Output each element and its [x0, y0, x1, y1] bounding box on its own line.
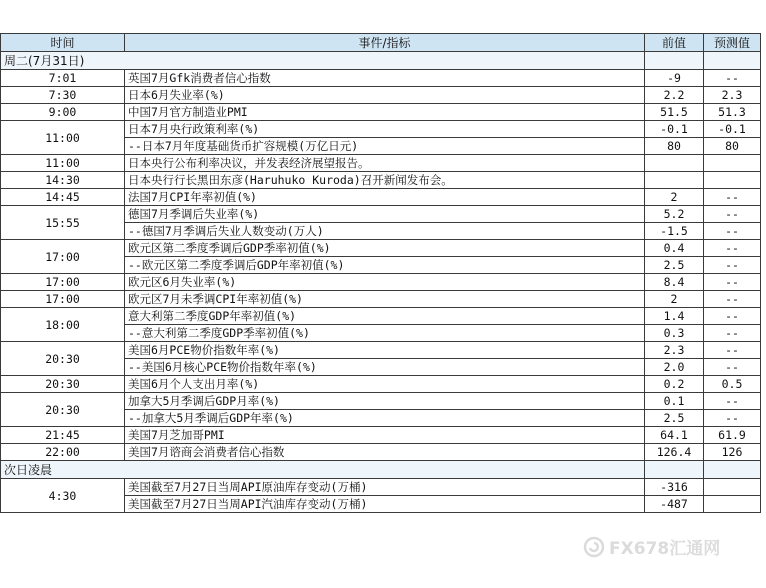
table-row	[1, 206, 761, 223]
event-name: 法国7月CPI年率初值(%)	[125, 189, 645, 206]
event-time: 7:30	[1, 87, 125, 104]
event-time: 20:30	[1, 393, 125, 427]
previous-value: 80	[645, 138, 704, 155]
previous-value: -9	[645, 70, 704, 87]
day-empty-cell	[704, 52, 761, 70]
event-name: 德国7月季调后失业率(%)	[125, 206, 645, 223]
previous-value: 2	[645, 291, 704, 308]
header-forecast: 预测值	[704, 34, 761, 52]
previous-value: 2.2	[645, 87, 704, 104]
economic-calendar-table	[0, 33, 761, 513]
event-name: 美国7月谘商会消费者信心指数	[125, 444, 645, 461]
table-row	[1, 342, 761, 359]
previous-value	[645, 172, 704, 189]
table-row	[1, 427, 761, 444]
table-row	[1, 274, 761, 291]
previous-value: 126.4	[645, 444, 704, 461]
header-previous: 前值	[645, 34, 704, 52]
event-time: 17:00	[1, 291, 125, 308]
forecast-value: --	[704, 359, 761, 376]
forecast-value: --	[704, 342, 761, 359]
previous-value: 2.3	[645, 342, 704, 359]
forecast-value: 61.9	[704, 427, 761, 444]
event-time: 14:45	[1, 189, 125, 206]
table-row	[1, 479, 761, 496]
event-time: 17:00	[1, 240, 125, 274]
event-name: --加拿大5月季调后GDP年率(%)	[125, 410, 645, 427]
event-name: 日本央行行长黑田东彦(Haruhuko Kuroda)召开新闻发布会。	[125, 172, 645, 189]
table-row	[1, 121, 761, 138]
event-time: 17:00	[1, 274, 125, 291]
forecast-value	[704, 155, 761, 172]
forecast-value: --	[704, 240, 761, 257]
forecast-value: 80	[704, 138, 761, 155]
forecast-value: --	[704, 325, 761, 342]
forecast-value: 126	[704, 444, 761, 461]
forecast-value: --	[704, 257, 761, 274]
forecast-value	[704, 496, 761, 513]
event-name: --日本7月年度基础货币扩容规模(万亿日元)	[125, 138, 645, 155]
forecast-value: --	[704, 291, 761, 308]
event-name: 日本央行公布利率决议，并发表经济展望报告。	[125, 155, 645, 172]
event-name: --意大利第二季度GDP季率初值(%)	[125, 325, 645, 342]
table-row	[1, 308, 761, 325]
table-row	[1, 376, 761, 393]
forecast-value	[704, 172, 761, 189]
table-row	[1, 393, 761, 410]
event-name: --美国6月核心PCE物价指数年率(%)	[125, 359, 645, 376]
event-time: 14:30	[1, 172, 125, 189]
day-empty-cell	[645, 52, 704, 70]
forecast-value: --	[704, 308, 761, 325]
event-name: 欧元区7月未季调CPI年率初值(%)	[125, 291, 645, 308]
forecast-value: --	[704, 410, 761, 427]
day-empty-cell	[704, 461, 761, 479]
previous-value	[645, 155, 704, 172]
event-time: 7:01	[1, 70, 125, 87]
event-name: 美国7月芝加哥PMI	[125, 427, 645, 444]
event-name: 加拿大5月季调后GDP月率(%)	[125, 393, 645, 410]
event-name: 欧元区6月失业率(%)	[125, 274, 645, 291]
previous-value: 1.4	[645, 308, 704, 325]
previous-value: 0.4	[645, 240, 704, 257]
forecast-value: 0.5	[704, 376, 761, 393]
table-row	[1, 155, 761, 172]
table-row	[1, 70, 761, 87]
event-name: 日本6月失业率(%)	[125, 87, 645, 104]
forecast-value: -0.1	[704, 121, 761, 138]
event-name: 英国7月Gfk消费者信心指数	[125, 70, 645, 87]
event-name: 美国截至7月27日当周API汽油库存变动(万桶)	[125, 496, 645, 513]
previous-value: 2	[645, 189, 704, 206]
header-time: 时间	[1, 34, 125, 52]
previous-value: -316	[645, 479, 704, 496]
previous-value: 2.5	[645, 257, 704, 274]
event-name: 美国6月个人支出月率(%)	[125, 376, 645, 393]
forecast-value: --	[704, 274, 761, 291]
event-name: --欧元区第二季度季调后GDP年率初值(%)	[125, 257, 645, 274]
table-row	[1, 291, 761, 308]
forecast-value: --	[704, 189, 761, 206]
forecast-value	[704, 479, 761, 496]
previous-value: 2.5	[645, 410, 704, 427]
event-time: 4:30	[1, 479, 125, 513]
event-time: 20:30	[1, 342, 125, 376]
table-row	[1, 444, 761, 461]
day-row	[1, 461, 761, 479]
table-row	[1, 240, 761, 257]
previous-value: 51.5	[645, 104, 704, 121]
event-time: 22:00	[1, 444, 125, 461]
previous-value: 0.3	[645, 325, 704, 342]
forecast-value: --	[704, 223, 761, 240]
watermark-text: FX678汇通网	[609, 539, 721, 559]
previous-value: 64.1	[645, 427, 704, 444]
event-name: 欧元区第二季度季调后GDP季率初值(%)	[125, 240, 645, 257]
event-name: 意大利第二季度GDP年率初值(%)	[125, 308, 645, 325]
forecast-value: 2.3	[704, 87, 761, 104]
forecast-value: 51.3	[704, 104, 761, 121]
table-row	[1, 172, 761, 189]
day-label: 次日凌晨	[1, 461, 645, 479]
event-time: 9:00	[1, 104, 125, 121]
event-time: 11:00	[1, 155, 125, 172]
event-name: 美国截至7月27日当周API原油库存变动(万桶)	[125, 479, 645, 496]
previous-value: -0.1	[645, 121, 704, 138]
header-event: 事件/指标	[125, 34, 645, 52]
forecast-value: --	[704, 206, 761, 223]
previous-value: 5.2	[645, 206, 704, 223]
event-time: 11:00	[1, 121, 125, 155]
day-row	[1, 52, 761, 70]
previous-value: 0.2	[645, 376, 704, 393]
event-name: 美国6月PCE物价指数年率(%)	[125, 342, 645, 359]
previous-value: -487	[645, 496, 704, 513]
event-time: 18:00	[1, 308, 125, 342]
day-label: 周二(7月31日)	[1, 52, 645, 70]
table-header-row	[1, 34, 761, 52]
table-row	[1, 104, 761, 121]
previous-value: -1.5	[645, 223, 704, 240]
watermark	[583, 534, 720, 559]
table-row	[1, 189, 761, 206]
event-name: --德国7月季调后失业人数变动(万人)	[125, 223, 645, 240]
forecast-value: --	[704, 393, 761, 410]
event-time: 20:30	[1, 376, 125, 393]
previous-value: 0.1	[645, 393, 704, 410]
event-name: 中国7月官方制造业PMI	[125, 104, 645, 121]
day-empty-cell	[645, 461, 704, 479]
fx678-logo-icon	[583, 536, 605, 558]
event-name: 日本7月央行政策利率(%)	[125, 121, 645, 138]
table-row	[1, 87, 761, 104]
previous-value: 8.4	[645, 274, 704, 291]
forecast-value: --	[704, 70, 761, 87]
event-time: 15:55	[1, 206, 125, 240]
previous-value: 2.0	[645, 359, 704, 376]
event-time: 21:45	[1, 427, 125, 444]
